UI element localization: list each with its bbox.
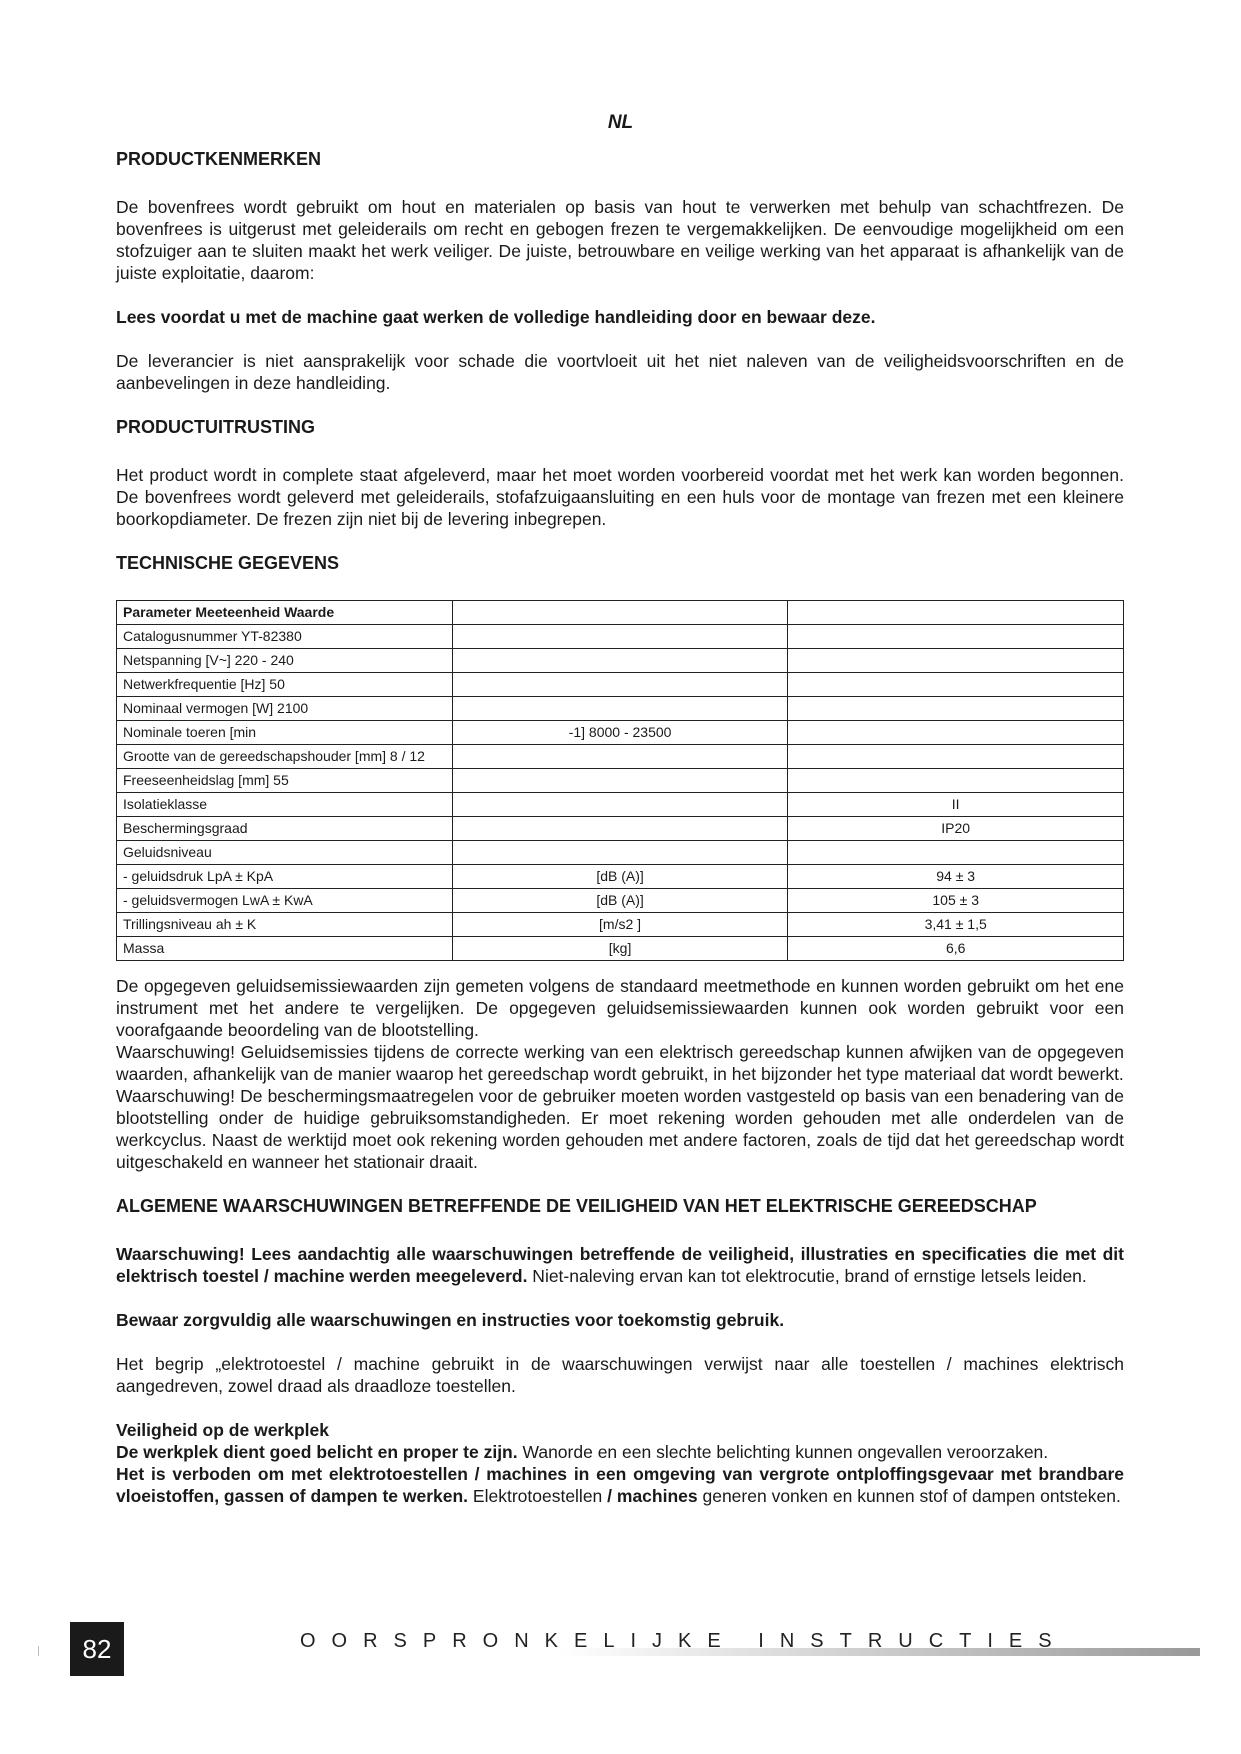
language-label: NL [607, 112, 634, 133]
safety-paragraph-4-rest: Wanorde en een slechte belichting kunnen ongevallen veroorzaken. [517, 1442, 1049, 1462]
table-cell: 3,41 ± 1,5 [788, 913, 1124, 937]
technical-paragraph-3: Waarschuwing! De beschermingsmaatregelen voor de gebruiker moeten worden vastgesteld op basis van een benadering van de blootstelling onder de huidige gebruiksomstandigheden. Er moet rekening worden gehouden met alle onderdelen van de werkcyclus. Naast de werktijd moet ook rekening worden gehouden met andere factoren, zoals de tijd dat het gereedschap wordt uitgeschakeld en wanneer het stationair draait. [116, 1086, 1124, 1172]
table-cell: - geluidsvermogen LwA ± KwA [117, 889, 453, 913]
table-cell [452, 841, 788, 865]
table-cell [452, 601, 788, 625]
safety-paragraph-5-rest-1: Elektrotoestellen [468, 1486, 608, 1506]
table-cell [788, 841, 1124, 865]
table-cell [788, 697, 1124, 721]
safety-paragraph-1 [116, 1243, 1124, 1287]
table-cell: Geluidsniveau [117, 841, 453, 865]
equipment-paragraph: Het product wordt in complete staat afgeleverd, maar het moet worden voorbereid voordat met het werk kan worden begonnen. De bovenfrees wordt geleverd met geleiderails, stofafzuigaansluiting en een huls voor de montage van frezen met een kleinere boorkopdiameter. De frezen zijn niet bij de levering inbegrepen. [116, 465, 1124, 529]
table-row [117, 673, 1124, 697]
table-cell: - geluidsdruk LpA ± KpA [117, 865, 453, 889]
table-cell: 105 ± 3 [788, 889, 1124, 913]
safety-paragraph-5-bold: Het is verboden om met elektrotoestellen / machines in een omgeving van vergrote ontploffingsgevaar met brandbare vloeistoffen, gassen of dampen te werken. [116, 1464, 1124, 1506]
technical-data-table [116, 600, 1124, 961]
table-cell [452, 697, 788, 721]
section-title-safety: ALGEMENE WAARSCHUWINGEN BETREFFENDE DE VEILIGHEID VAN HET ELEKTRISCHE GEREEDSCHAP [116, 1196, 1037, 1216]
table-cell [788, 745, 1124, 769]
table-row [117, 889, 1124, 913]
features-paragraph-1: De bovenfrees wordt gebruikt om hout en materialen op basis van hout te verwerken met behulp van schachtfrezen. De bovenfrees is uitgerust met geleiderails om recht en gebogen frezen te vergemakkelijken. De eenvoudige mogelijkheid om een stofzuiger aan te sluiten maakt het werk veiliger. De juiste, betrouwbare en veilige werking van het apparaat is afhankelijk van de juiste exploitatie, daarom: [116, 197, 1124, 283]
table-cell [452, 649, 788, 673]
safety-paragraph-2: Bewaar zorgvuldig alle waarschuwingen en instructies voor toekomstig gebruik. [116, 1310, 785, 1330]
table-cell: Nominale toeren [min [117, 721, 453, 745]
table-cell: Grootte van de gereedschapshouder [mm] 8 / 12 [117, 745, 453, 769]
table-cell: Beschermingsgraad [117, 817, 453, 841]
safety-subtitle: Veiligheid op de werkplek [116, 1420, 329, 1440]
table-cell: Freeseenheidslag [mm] 55 [117, 769, 453, 793]
table-cell: Netspanning [V~] 220 - 240 [117, 649, 453, 673]
table-cell: -1] 8000 - 23500 [452, 721, 788, 745]
page-content [116, 148, 1124, 1507]
table-row [117, 697, 1124, 721]
features-paragraph-2: Lees voordat u met de machine gaat werken de volledige handleiding door en bewaar deze. [116, 307, 876, 327]
table-cell [788, 601, 1124, 625]
table-cell: II [788, 793, 1124, 817]
table-row [117, 625, 1124, 649]
table-cell [788, 649, 1124, 673]
table-row [117, 913, 1124, 937]
table-cell: [dB (A)] [452, 889, 788, 913]
table-cell: Massa [117, 937, 453, 961]
table-cell: 94 ± 3 [788, 865, 1124, 889]
table-cell: 6,6 [788, 937, 1124, 961]
table-row [117, 769, 1124, 793]
section-title-features: PRODUCTKENMERKEN [116, 149, 322, 169]
section-title-equipment: PRODUCTUITRUSTING [116, 417, 315, 437]
technical-paragraph-2: Waarschuwing! Geluidsemissies tijdens de correcte werking van een elektrisch gereedschap kunnen afwijken van de opgegeven waarden, afhankelijk van de manier waarop het gereedschap wordt gebruikt, in het bijzonder het type materiaal dat wordt bewerkt. [116, 1042, 1124, 1084]
section-title-technical: TECHNISCHE GEGEVENS [116, 553, 340, 573]
table-cell [452, 793, 788, 817]
table-row [117, 865, 1124, 889]
table-cell [452, 673, 788, 697]
table-cell: Catalogusnummer YT-82380 [117, 625, 453, 649]
table-cell [452, 625, 788, 649]
table-cell [452, 745, 788, 769]
safety-paragraph-1-rest: Niet-naleving ervan kan tot elektrocutie, brand of ernstige letsels leiden. [527, 1266, 1087, 1286]
table-row [117, 937, 1124, 961]
safety-paragraph-4-bold: De werkplek dient goed belicht en proper te zijn. [116, 1442, 518, 1462]
table-cell: [dB (A)] [452, 865, 788, 889]
table-row [117, 601, 1124, 625]
table-row [117, 721, 1124, 745]
table-cell: IP20 [788, 817, 1124, 841]
safety-paragraph-3: Het begrip „elektrotoestel / machine gebruikt in de waarschuwingen verwijst naar alle toestellen / machines elektrisch aangedreven, zowel draad als draadloze toestellen. [116, 1354, 1124, 1396]
table-cell: [kg] [452, 937, 788, 961]
page-number: 82 [70, 1622, 124, 1676]
table-cell [788, 769, 1124, 793]
safety-paragraph-5-bold-2: / machines [607, 1486, 698, 1506]
technical-paragraph-1: De opgegeven geluidsemissiewaarden zijn gemeten volgens de standaard meetmethode en kunnen worden gebruikt om het ene instrument met het andere te vergelijken. De opgegeven geluidsemissiewaarden kunnen ook worden gebruikt voor een voorafgaande beoordeling van de blootstelling. [116, 976, 1124, 1040]
table-row [117, 745, 1124, 769]
table-cell [788, 721, 1124, 745]
table-cell: [m/s2 ] [452, 913, 788, 937]
features-paragraph-3: De leverancier is niet aansprakelijk voor schade die voortvloeit uit het niet naleven van de veiligheidsvoorschriften en de aanbevelingen in deze handleiding. [116, 351, 1124, 393]
table-cell: Netwerkfrequentie [Hz] 50 [117, 673, 453, 697]
safety-paragraph-1-bold: Waarschuwing! Lees aandachtig alle waarschuwingen betreffende de veiligheid, illustraties en specificaties die met dit elektrisch toestel / machine werden meegeleverd. [116, 1244, 1124, 1286]
table-cell: Trillingsniveau ah ± K [117, 913, 453, 937]
table-cell: Isolatieklasse [117, 793, 453, 817]
footer-tick [38, 1646, 39, 1656]
table-row [117, 793, 1124, 817]
table-cell [788, 673, 1124, 697]
table-row [117, 649, 1124, 673]
table-cell [788, 625, 1124, 649]
table-row [117, 817, 1124, 841]
table-cell [452, 769, 788, 793]
table-row [117, 841, 1124, 865]
footer-text: OORSPRONKELIJKE INSTRUCTIES [300, 1630, 1068, 1652]
table-cell: Parameter Meeteenheid Waarde [117, 601, 453, 625]
table-cell: Nominaal vermogen [W] 2100 [117, 697, 453, 721]
safety-paragraph-4 [116, 1441, 1124, 1463]
safety-paragraph-5 [116, 1463, 1124, 1507]
safety-paragraph-5-rest-2: generen vonken en kunnen stof of dampen ontsteken. [697, 1486, 1121, 1506]
table-cell [452, 817, 788, 841]
